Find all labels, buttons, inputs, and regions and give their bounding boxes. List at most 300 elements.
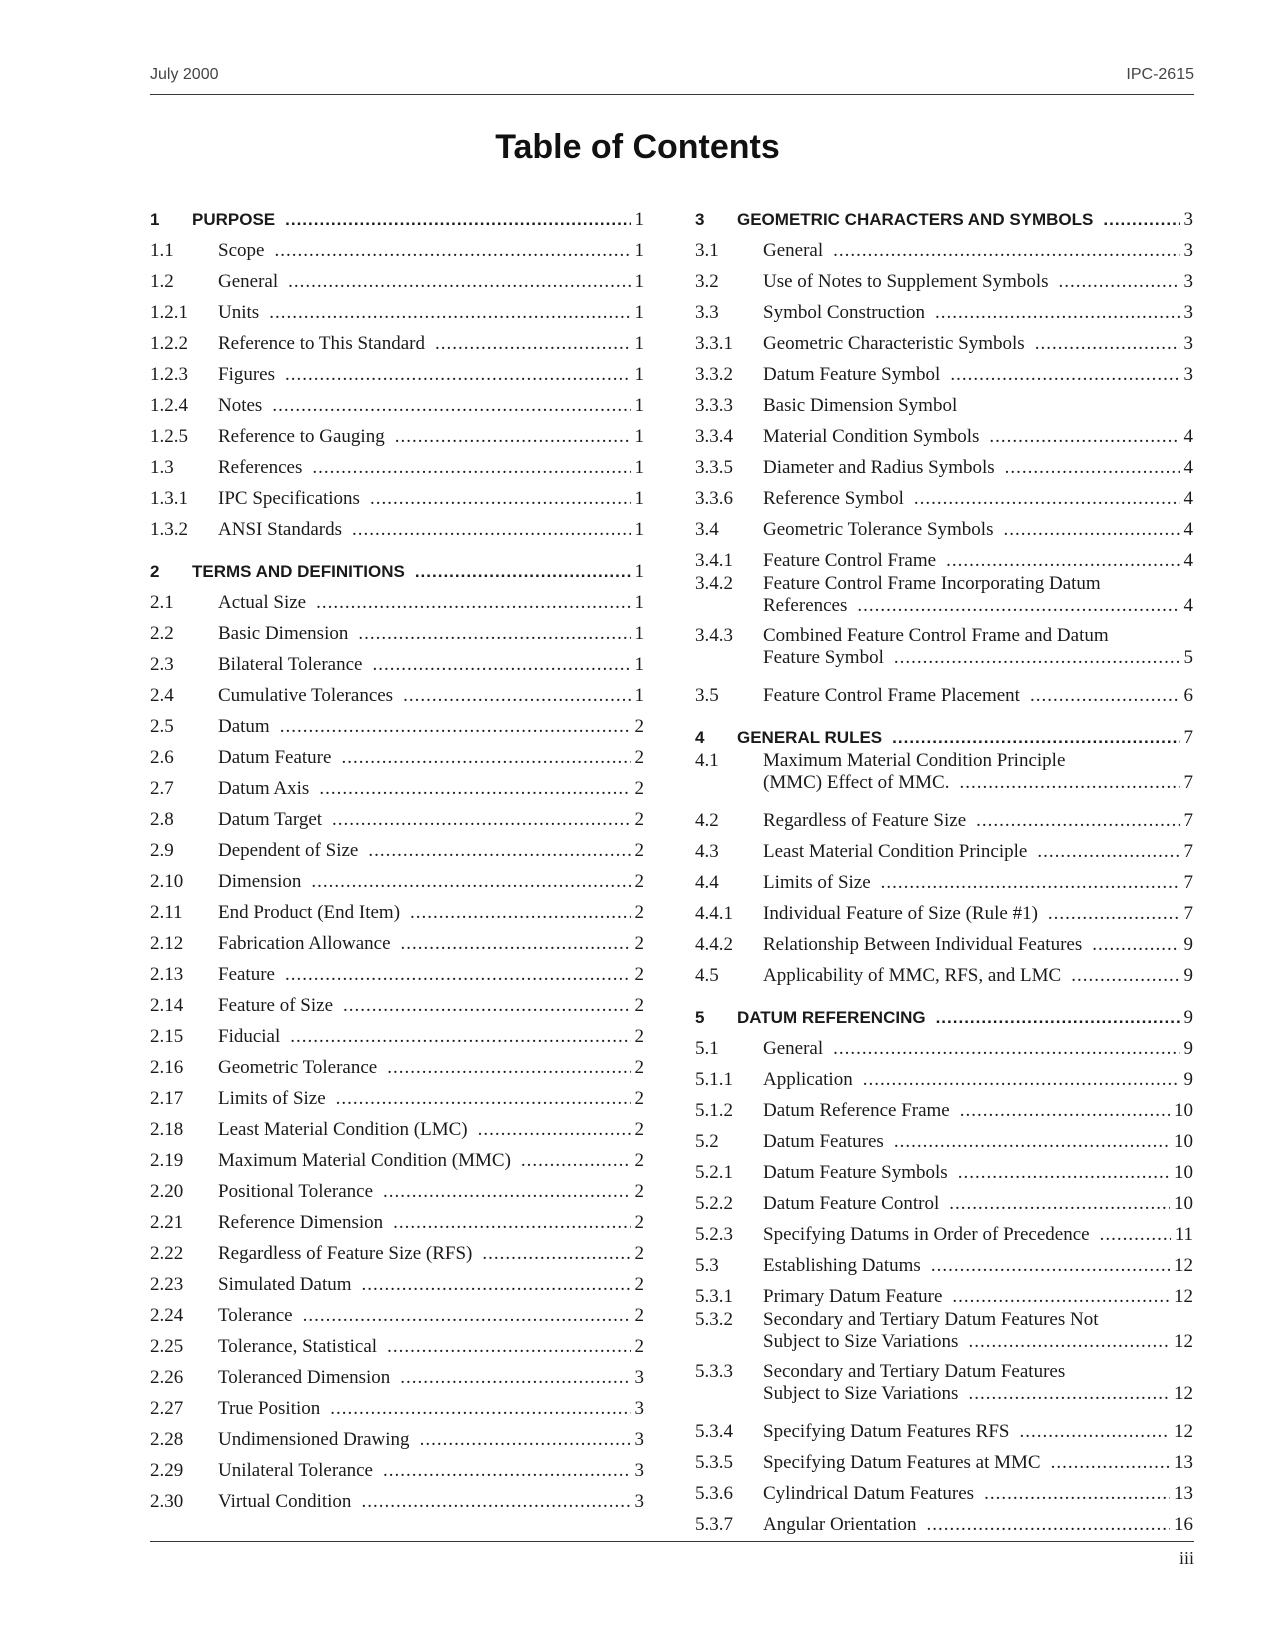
toc-entry-number: 2.18 (150, 1119, 184, 1140)
toc-entry (695, 676, 1193, 707)
toc-entry-title: Virtual Condition (218, 1491, 352, 1512)
toc-entry-page: 2 (634, 809, 644, 830)
toc-entry (695, 1505, 1193, 1536)
toc-entry-number: 5.3.7 (695, 1514, 733, 1535)
toc-section-heading (150, 200, 644, 231)
dot-leader (959, 771, 1179, 794)
toc-entry-page: 12 (1174, 1383, 1193, 1404)
toc-entry-title: Limits of Size (763, 872, 871, 893)
toc-entry-page: 9 (1183, 965, 1193, 986)
toc-section-heading (695, 718, 1193, 749)
toc-entry-title: Least Material Condition Principle (763, 841, 1028, 862)
toc-entry-number: 2.28 (150, 1429, 184, 1450)
toc-entry (695, 510, 1193, 541)
toc-entry-number: 5.3.5 (695, 1452, 733, 1473)
toc-entry-number: 2.15 (150, 1026, 184, 1047)
toc-entry-number: 2.8 (150, 809, 174, 830)
toc-entry-page: 3 (634, 1491, 644, 1512)
dot-leader (833, 239, 1179, 262)
toc-entry-page: 9 (1183, 1069, 1193, 1090)
toc-entry (695, 417, 1193, 448)
dot-leader (358, 622, 630, 645)
toc-entry-number: 2.13 (150, 964, 184, 985)
toc-entry (695, 894, 1193, 925)
toc-entry-number: 3.3.4 (695, 426, 733, 447)
toc-entry-page: 9 (1183, 1038, 1193, 1059)
toc-entry-number: 2.22 (150, 1243, 184, 1264)
toc-entry-page: 1 (634, 302, 644, 323)
dot-leader (1035, 332, 1180, 355)
toc-entry-title: References (218, 457, 303, 478)
dot-leader (332, 808, 630, 831)
toc-entry-body (763, 624, 1193, 676)
dot-leader (1030, 684, 1180, 707)
toc-entry-page: 2 (634, 902, 644, 923)
toc-entry-page: 2 (634, 778, 644, 799)
toc-entry (150, 417, 644, 448)
toc-entry-number: 1.2.5 (150, 426, 188, 447)
toc-entry-title: Geometric Tolerance Symbols (763, 519, 994, 540)
dot-leader (1037, 840, 1179, 863)
toc-entry-number: 2.5 (150, 716, 174, 737)
toc-entry (695, 1029, 1193, 1060)
dot-leader (330, 1397, 630, 1420)
toc-entry (695, 479, 1193, 510)
toc-entry-body (763, 572, 1193, 624)
toc-entry-number: 1.2 (150, 271, 174, 292)
dot-leader (288, 270, 630, 293)
toc-entry-page: 1 (634, 240, 644, 261)
toc-entry-page: 4 (1183, 457, 1193, 478)
toc-entry-number: 4.2 (695, 810, 719, 831)
toc-entry-page: 3 (634, 1367, 644, 1388)
toc-entry-title-line2: Subject to Size Variations (763, 1383, 959, 1404)
toc-entry-page: 2 (634, 964, 644, 985)
toc-entry-page: 2 (634, 871, 644, 892)
toc-right-column (695, 200, 1193, 1536)
toc-entry (150, 324, 644, 355)
dot-leader (370, 487, 631, 510)
toc-entry-page: 2 (634, 1057, 644, 1078)
toc-entry-number: 3.1 (695, 240, 719, 261)
dot-leader (984, 1482, 1170, 1505)
toc-entry-page: 1 (634, 395, 644, 416)
toc-entry-page: 2 (634, 933, 644, 954)
toc-entry-number: 5.3.2 (695, 1309, 733, 1330)
toc-entry (150, 386, 644, 417)
dot-leader (285, 363, 631, 386)
toc-entry-page: 9 (1183, 934, 1193, 955)
toc-entry (150, 1296, 644, 1327)
dot-leader (280, 715, 631, 738)
dot-leader (1048, 902, 1180, 925)
dot-leader (989, 425, 1179, 448)
toc-entry-title-continued (763, 594, 1193, 617)
dot-leader (950, 363, 1179, 386)
toc-entry-page: 1 (634, 271, 644, 292)
toc-entry-page: 2 (634, 1181, 644, 1202)
toc-section-heading (695, 998, 1193, 1029)
dot-leader (336, 1087, 631, 1110)
toc-entry-title: Specifying Datum Features RFS (763, 1421, 1010, 1442)
toc-entry (150, 1265, 644, 1296)
toc-entry-title: Basic Dimension (218, 623, 349, 644)
toc-entry (150, 1358, 644, 1389)
toc-entry-page: 3 (634, 1429, 644, 1450)
toc-entry-number: 5.2.3 (695, 1224, 733, 1245)
dot-leader (894, 646, 1180, 669)
toc-entry-title: ANSI Standards (218, 519, 343, 540)
toc-entry-number: 4.4 (695, 872, 719, 893)
toc-entry (695, 1308, 1193, 1360)
toc-entry-page: 7 (1183, 727, 1193, 748)
toc-entry-page: 7 (1183, 872, 1193, 893)
dot-leader (415, 560, 631, 583)
dot-leader (400, 1366, 630, 1389)
dot-leader (403, 684, 630, 707)
dot-leader (952, 1285, 1170, 1308)
toc-entry (695, 749, 1193, 801)
toc-entry-number: 4.4.2 (695, 934, 733, 955)
toc-entry-title: Maximum Material Condition Principle (763, 750, 1066, 771)
toc-entry-number: 4.5 (695, 965, 719, 986)
dot-leader (931, 1254, 1170, 1277)
toc-entry (150, 1389, 644, 1420)
toc-entry-page: 3 (1183, 271, 1193, 292)
toc-entry-title: Geometric Tolerance (218, 1057, 378, 1078)
dot-leader (383, 1459, 631, 1482)
dot-leader (420, 1428, 631, 1451)
dot-leader (311, 870, 630, 893)
dot-leader (946, 549, 1179, 572)
dot-leader (362, 1273, 631, 1296)
toc-entry-title: Maximum Material Condition (MMC) (218, 1150, 511, 1171)
toc-entry-page: 12 (1174, 1421, 1193, 1442)
toc-entry-number: 5.3.1 (695, 1286, 733, 1307)
toc-entry-body (763, 1308, 1193, 1360)
toc-entry-page: 10 (1174, 1193, 1193, 1214)
toc-entry-page: 3 (1183, 240, 1193, 261)
toc-entry (695, 863, 1193, 894)
toc-entry-page: 3 (634, 1460, 644, 1481)
toc-entry-number: 3.3.2 (695, 364, 733, 385)
toc-entry-number: 2.30 (150, 1491, 184, 1512)
toc-entry-page: 2 (634, 1212, 644, 1233)
dot-leader (387, 1056, 630, 1079)
toc-entry-page: 12 (1174, 1286, 1193, 1307)
toc-entry (150, 479, 644, 510)
toc-entry-title: Undimensioned Drawing (218, 1429, 410, 1450)
toc-entry-page: 3 (1183, 333, 1193, 354)
toc-entry-page: 1 (634, 623, 644, 644)
page-number: iii (1178, 1548, 1194, 1568)
toc-entry-title: Limits of Size (218, 1088, 326, 1109)
toc-entry (695, 293, 1193, 324)
toc-entry-title: Cylindrical Datum Features (763, 1483, 975, 1504)
toc-entry (150, 831, 644, 862)
toc-entry-number: 2.27 (150, 1398, 184, 1419)
toc-entry (150, 707, 644, 738)
toc-entry (695, 572, 1193, 624)
toc-entry-number: 2.26 (150, 1367, 184, 1388)
toc-entry (695, 956, 1193, 987)
dot-leader (312, 456, 630, 479)
toc-entry-title: Secondary and Tertiary Datum Features (763, 1361, 1066, 1382)
toc-entry-page: 7 (1183, 841, 1193, 862)
toc-entry-number: 2.19 (150, 1150, 184, 1171)
toc-entry (695, 624, 1193, 676)
header-date: July 2000 (150, 66, 219, 83)
toc-entry-number: 2.11 (150, 902, 183, 923)
toc-entry-number: 2.29 (150, 1460, 184, 1481)
toc-entry (150, 583, 644, 614)
dot-leader (352, 518, 630, 541)
toc-entry-title: Secondary and Tertiary Datum Features Not (763, 1309, 1099, 1330)
toc-entry-title: Unilateral Tolerance (218, 1460, 373, 1481)
dot-leader (1100, 1223, 1171, 1246)
toc-entry-number: 3.3.5 (695, 457, 733, 478)
toc-entry (150, 448, 644, 479)
dot-leader (285, 208, 630, 231)
toc-entry-page: 13 (1174, 1483, 1193, 1504)
toc-entry-number: 1.1 (150, 240, 174, 261)
toc-entry-number: 3.4.1 (695, 550, 733, 571)
toc-entry-number: 5.2.2 (695, 1193, 733, 1214)
toc-entry-title-line2: (MMC) Effect of MMC. (763, 772, 950, 793)
dot-leader (958, 1161, 1170, 1184)
toc-entry-page: 3 (1183, 302, 1193, 323)
toc-entry-page: 2 (634, 1274, 644, 1295)
toc-entry-title: General (763, 1038, 824, 1059)
toc-entry-number: 5.1.2 (695, 1100, 733, 1121)
toc-entry-title: Regardless of Feature Size (763, 810, 967, 831)
toc-entry-number: 3 (695, 210, 705, 229)
toc-entry-number: 5.3 (695, 1255, 719, 1276)
toc-entry-number: 5 (695, 1008, 705, 1027)
toc-entry-page: 2 (634, 716, 644, 737)
toc-entry-title: True Position (218, 1398, 321, 1419)
dot-leader (410, 901, 630, 924)
header-document-id: IPC-2615 (1126, 66, 1194, 83)
toc-entry-number: 4.3 (695, 841, 719, 862)
toc-entry-title: Establishing Datums (763, 1255, 921, 1276)
toc-entry-page: 16 (1174, 1514, 1193, 1535)
toc-entry-title: Datum Features (763, 1131, 884, 1152)
toc-entry-title: Dimension (218, 871, 302, 892)
dot-leader (935, 301, 1179, 324)
toc-entry-number: 2.2 (150, 623, 174, 644)
dot-leader (1019, 1420, 1170, 1443)
toc-entry-number: 3.3 (695, 302, 719, 323)
dot-leader (1005, 456, 1180, 479)
dot-leader (1103, 208, 1179, 231)
toc-entry-number: 1.2.1 (150, 302, 188, 323)
toc-entry-page: 10 (1174, 1100, 1193, 1121)
toc-entry-title: Diameter and Radius Symbols (763, 457, 995, 478)
dot-leader (949, 1192, 1170, 1215)
toc-entry-number: 2.1 (150, 592, 174, 613)
toc-entry-number: 3.4.3 (695, 625, 733, 646)
toc-entry-title-continued (763, 646, 1193, 669)
dot-leader (361, 1490, 630, 1513)
toc-entry (150, 355, 644, 386)
toc-entry (695, 231, 1193, 262)
toc-entry (695, 925, 1193, 956)
toc-entry (150, 1482, 644, 1513)
toc-entry (695, 448, 1193, 479)
running-header (150, 64, 1194, 95)
toc-entry-number: 1 (150, 210, 160, 229)
toc-entry-title-line2: Feature Symbol (763, 647, 884, 668)
toc-entry (695, 262, 1193, 293)
toc-entry-page: 4 (1183, 488, 1193, 509)
dot-leader (968, 1330, 1170, 1353)
toc-entry-title: Relationship Between Individual Features (763, 934, 1083, 955)
toc-entry (150, 1017, 644, 1048)
toc-entry-page: 1 (634, 457, 644, 478)
toc-entry-page: 2 (634, 1088, 644, 1109)
toc-entry-number: 1.2.2 (150, 333, 188, 354)
toc-entry-title: Fabrication Allowance (218, 933, 391, 954)
toc-entry-number: 2 (150, 562, 160, 581)
toc-entry (150, 231, 644, 262)
toc-entry-title: PURPOSE (192, 210, 276, 229)
toc-entry (150, 955, 644, 986)
toc-entry-page: 10 (1174, 1131, 1193, 1152)
toc-entry-page: 2 (634, 995, 644, 1016)
toc-entry (150, 1327, 644, 1358)
toc-entry-number: 2.21 (150, 1212, 184, 1233)
toc-entry-number: 5.1.1 (695, 1069, 733, 1090)
toc-entry-title: Datum Feature Symbol (763, 364, 941, 385)
toc-entry-page: 2 (634, 1336, 644, 1357)
toc-entry (695, 1277, 1193, 1308)
toc-entry (150, 1451, 644, 1482)
dot-leader (894, 1130, 1170, 1153)
toc-entry-title: Datum (218, 716, 270, 737)
toc-entry-title: Feature (218, 964, 275, 985)
toc-entry-title: Reference Dimension (218, 1212, 384, 1233)
footer-rule (150, 1541, 1194, 1542)
toc-entry-title: Cumulative Tolerances (218, 685, 394, 706)
toc-entry-title: Symbol Construction (763, 302, 926, 323)
toc-entry-title: Datum Feature Symbols (763, 1162, 948, 1183)
toc-entry-page: 13 (1174, 1452, 1193, 1473)
toc-entry-title-line2: References (763, 595, 848, 616)
toc-entry-title-continued (763, 1330, 1193, 1353)
toc-entry-number: 2.6 (150, 747, 174, 768)
dot-leader (1003, 518, 1179, 541)
dot-leader (435, 332, 631, 355)
dot-leader (387, 1335, 630, 1358)
toc-entry-page: 11 (1174, 1224, 1193, 1245)
toc-entry-page: 3 (1183, 364, 1193, 385)
dot-leader (368, 839, 630, 862)
toc-entry-number: 1.2.4 (150, 395, 188, 416)
toc-entry-number: 1.2.3 (150, 364, 188, 385)
toc-entry-number: 3.3.1 (695, 333, 733, 354)
toc-entry-title: Primary Datum Feature (763, 1286, 943, 1307)
toc-entry-number: 2.4 (150, 685, 174, 706)
toc-entry-page: 2 (634, 1243, 644, 1264)
toc-entry-number: 3.4.2 (695, 573, 733, 594)
dot-leader (303, 1304, 631, 1327)
dot-leader (1092, 933, 1179, 956)
dot-leader (892, 726, 1179, 749)
toc-entry-title: GENERAL RULES (737, 728, 883, 747)
toc-entry-page: 1 (634, 561, 644, 582)
toc-entry-page: 12 (1174, 1331, 1193, 1352)
toc-entry (695, 1474, 1193, 1505)
toc-entry (150, 986, 644, 1017)
toc-entry (695, 1091, 1193, 1122)
toc-entry (695, 1443, 1193, 1474)
toc-entry-page: 1 (634, 685, 644, 706)
toc-entry-title: Feature of Size (218, 995, 334, 1016)
dot-leader (960, 1099, 1170, 1122)
dot-leader (857, 594, 1179, 617)
toc-entry-title: Fiducial (218, 1026, 281, 1047)
toc-entry (695, 1215, 1193, 1246)
toc-entry-number: 5.2 (695, 1131, 719, 1152)
toc-entry-title: Toleranced Dimension (218, 1367, 391, 1388)
toc-entry-title: Feature Control Frame (763, 550, 937, 571)
dot-leader (976, 809, 1179, 832)
toc-entry (150, 1048, 644, 1079)
toc-entry-page: 1 (634, 592, 644, 613)
toc-entry-number: 2.25 (150, 1336, 184, 1357)
toc-entry-page: 1 (634, 209, 644, 230)
toc-entry (695, 1412, 1193, 1443)
dot-leader (881, 871, 1180, 894)
toc-entry-title: Material Condition Symbols (763, 426, 980, 447)
toc-entry-number: 2.17 (150, 1088, 184, 1109)
dot-leader (521, 1149, 631, 1172)
toc-entry-page: 1 (634, 364, 644, 385)
dot-leader (968, 1382, 1170, 1405)
toc-entry-number: 4 (695, 728, 705, 747)
toc-entry-title: Specifying Datum Features at MMC (763, 1452, 1041, 1473)
toc-entry-number: 2.7 (150, 778, 174, 799)
toc-entry-title-line2: Subject to Size Variations (763, 1331, 959, 1352)
toc-entry-number: 4.4.1 (695, 903, 733, 924)
toc-entry-title: Reference to This Standard (218, 333, 425, 354)
dot-leader (393, 1211, 630, 1234)
toc-entry-title: Dependent of Size (218, 840, 359, 861)
toc-entry-page: 6 (1183, 685, 1193, 706)
toc-entry-page: 7 (1183, 903, 1193, 924)
toc-entry-page: 3 (634, 1398, 644, 1419)
toc-entry (695, 541, 1193, 572)
toc-entry (150, 738, 644, 769)
toc-entry-body (763, 1360, 1193, 1412)
dot-leader (319, 777, 630, 800)
toc-entry-title: TERMS AND DEFINITIONS (192, 562, 405, 581)
toc-entry (150, 1234, 644, 1265)
dot-leader (372, 653, 630, 676)
toc-entry (150, 1110, 644, 1141)
toc-entry-page: 2 (634, 840, 644, 861)
dot-leader (269, 301, 630, 324)
toc-entry-title-continued (763, 1382, 1193, 1405)
toc-entry-title: Geometric Characteristic Symbols (763, 333, 1025, 354)
toc-entry (695, 1060, 1193, 1091)
toc-entry-title: Tolerance, Statistical (218, 1336, 378, 1357)
toc-entry-number: 2.23 (150, 1274, 184, 1295)
toc-entry-title: GEOMETRIC CHARACTERS AND SYMBOLS (737, 210, 1094, 229)
toc-entry (150, 645, 644, 676)
dot-leader (272, 394, 630, 417)
